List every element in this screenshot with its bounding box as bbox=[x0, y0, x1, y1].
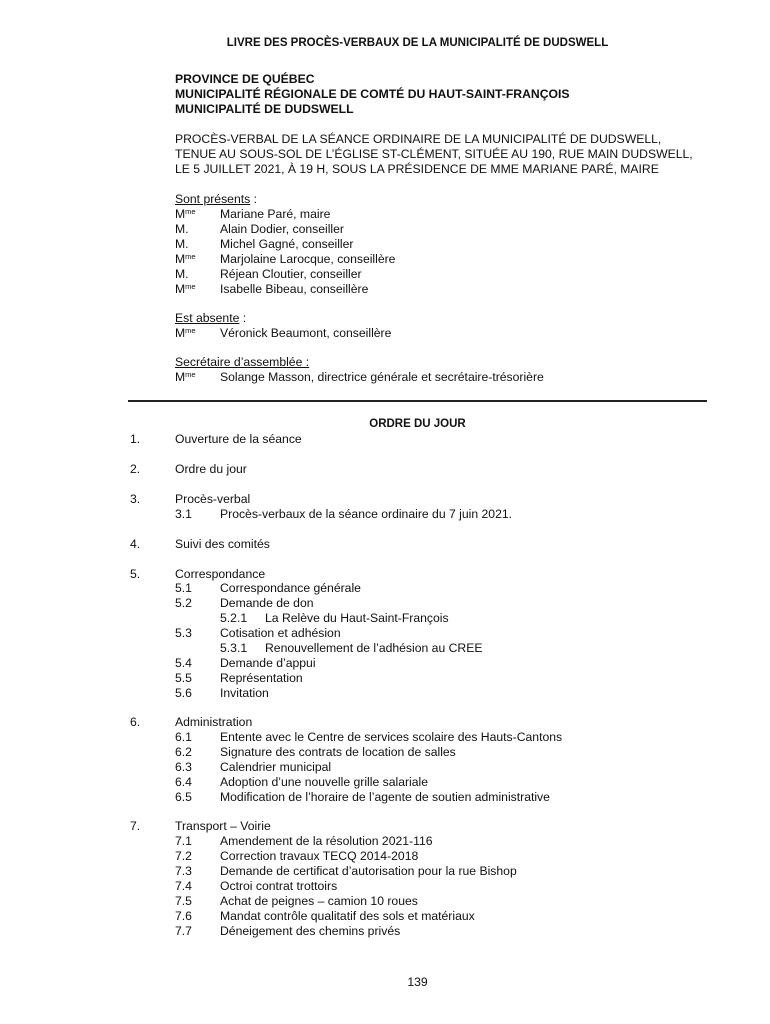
agenda-subitem-num: 5.2 bbox=[175, 596, 192, 610]
agenda-subitem-num: 3.1 bbox=[175, 507, 192, 521]
attendee-name: Marjolaine Larocque, conseillère bbox=[220, 252, 396, 266]
secretary-name: Solange Masson, directrice générale et secrétaire-trésorière bbox=[220, 370, 544, 384]
absentee-name: Véronick Beaumont, conseillère bbox=[220, 326, 392, 340]
agenda-subitem-num: 6.2 bbox=[175, 745, 192, 759]
attendee-row bbox=[175, 267, 362, 282]
agenda-subitem-num: 7.1 bbox=[175, 834, 192, 848]
present-heading-colon: : bbox=[250, 192, 257, 206]
agenda-subitem-num: 7.5 bbox=[175, 894, 192, 908]
agenda-subitem-label: Entente avec le Centre de services scolaire des Hauts-Cantons bbox=[220, 730, 563, 744]
agenda-subitem-label: Modification de l’horaire de l’agente de soutien administrative bbox=[220, 790, 550, 804]
attendee-name: Mariane Paré, maire bbox=[220, 207, 331, 221]
page-header: LIVRE DES PROCÈS-VERBAUX DE LA MUNICIPALITÉ DE DUDSWELL bbox=[226, 37, 609, 49]
attendee-row bbox=[175, 207, 331, 222]
secretary-row bbox=[175, 370, 544, 385]
agenda-subitem-num: 5.3 bbox=[175, 626, 192, 640]
agenda-subitem-num: 6.4 bbox=[175, 775, 192, 789]
agenda-subitem-num: 7.4 bbox=[175, 879, 192, 893]
agenda-subitem-label: Demande d’appui bbox=[220, 656, 316, 670]
agenda-subsubitem-label: La Relève du Haut-Saint-François bbox=[265, 611, 449, 625]
agenda-subitem-num: 5.4 bbox=[175, 656, 192, 670]
agenda-item-label: Transport – Voirie bbox=[175, 819, 271, 833]
attendee-title: $M^{me}$ bbox=[175, 207, 196, 221]
agenda-subitem-num: 7.7 bbox=[175, 924, 192, 938]
agenda-item-num: 2. bbox=[130, 462, 141, 476]
attendee-title: $M^{me}$ bbox=[175, 252, 196, 266]
intro-line: PROCÈS-VERBAL DE LA SÉANCE ORDINAIRE DE LA MUNICIPALITÉ DE DUDSWELL, bbox=[175, 132, 662, 146]
attendee-title: M. bbox=[175, 222, 189, 236]
attendee-name: Réjean Cloutier, conseiller bbox=[220, 267, 362, 281]
agenda-item-num: 6. bbox=[130, 715, 141, 729]
agenda-item-label: Correspondance bbox=[175, 567, 266, 581]
agenda-subitem-num: 5.6 bbox=[175, 686, 192, 700]
agenda-subitem-num: 7.6 bbox=[175, 909, 192, 923]
agenda-subitem-label: Calendrier municipal bbox=[220, 760, 332, 774]
attendee-title: $M^{me}$ bbox=[175, 282, 196, 296]
agenda-subitem-num: 6.3 bbox=[175, 760, 192, 774]
page-number: 139 bbox=[407, 975, 428, 989]
agenda-subitem-label: Octroi contrat trottoirs bbox=[220, 879, 338, 893]
agenda-subitem-label: Représentation bbox=[220, 671, 303, 685]
agenda-subsubitem-label: Renouvellement de l’adhésion au CREE bbox=[265, 641, 483, 655]
secretary-title: $M^{me}$ bbox=[175, 370, 196, 384]
agenda-subitem-num: 7.3 bbox=[175, 864, 192, 878]
agenda-subitem-num: 5.1 bbox=[175, 581, 192, 595]
agenda-item-label: Administration bbox=[175, 715, 253, 729]
agenda-item-label: Procès-verbal bbox=[175, 492, 251, 506]
attendee-row bbox=[175, 252, 396, 267]
agenda-subitem-label: Cotisation et adhésion bbox=[220, 626, 341, 640]
agenda-item-label: Ouverture de la séance bbox=[175, 432, 302, 446]
agenda-subitem-label: Demande de certificat d’autorisation pour la rue Bishop bbox=[220, 864, 517, 878]
agenda-subitem-num: 6.1 bbox=[175, 730, 192, 744]
attendee-row bbox=[175, 222, 344, 237]
absentee-title: $M^{me}$ bbox=[175, 326, 196, 340]
agenda-subitem-label: Signature des contrats de location de salles bbox=[220, 745, 456, 759]
agenda-item-num: 3. bbox=[130, 492, 141, 506]
agenda-title: ORDRE DU JOUR bbox=[369, 418, 466, 430]
section-divider bbox=[128, 400, 707, 402]
agenda-subitem-label: Mandat contrôle qualitatif des sols et matériaux bbox=[220, 909, 475, 923]
absent-heading-colon: : bbox=[239, 311, 247, 325]
jurisdiction-municipality: MUNICIPALITÉ DE DUDSWELL bbox=[175, 102, 354, 116]
agenda-subitem-label: Correspondance générale bbox=[220, 581, 361, 595]
agenda-subitem-num: 5.5 bbox=[175, 671, 192, 685]
agenda-subitem-label: Amendement de la résolution 2021-116 bbox=[220, 834, 433, 848]
agenda-subsubitem-num: 5.2.1 bbox=[220, 611, 248, 625]
attendee-title: M. bbox=[175, 267, 189, 281]
agenda-item-num: 5. bbox=[130, 567, 141, 581]
intro-line: TENUE AU SOUS-SOL DE L’ÉGLISE ST-CLÉMENT, SITUÉE AU 190, RUE MAIN DUDSWELL, bbox=[175, 147, 693, 161]
attendee-title: M. bbox=[175, 237, 189, 251]
agenda-subitem-label: Adoption d’une nouvelle grille salariale bbox=[220, 775, 429, 789]
agenda-subitem-num: 6.5 bbox=[175, 790, 192, 804]
intro-line: LE 5 JUILLET 2021, À 19 H, SOUS LA PRÉSIDENCE DE MME MARIANE PARÉ, MAIRE bbox=[175, 162, 659, 176]
agenda-subitem-label: Déneigement des chemins privés bbox=[220, 924, 401, 938]
present-heading-label: Sont présents bbox=[175, 192, 251, 206]
agenda-subitem-num: 7.2 bbox=[175, 849, 192, 863]
present-heading bbox=[175, 192, 257, 207]
attendee-name: Isabelle Bibeau, conseillère bbox=[220, 282, 369, 296]
agenda-item-num: 1. bbox=[130, 432, 141, 446]
attendee-row bbox=[175, 282, 369, 297]
agenda-subsubitem-num: 5.3.1 bbox=[220, 641, 248, 655]
secretary-heading: Secrétaire d’assemblée : bbox=[175, 355, 310, 369]
absent-heading bbox=[175, 311, 246, 326]
agenda-item-num: 7. bbox=[130, 819, 141, 833]
attendee-name: Alain Dodier, conseiller bbox=[220, 222, 344, 236]
agenda-item-label: Suivi des comités bbox=[175, 537, 270, 551]
agenda-item-num: 4. bbox=[130, 537, 141, 551]
agenda-subitem-label: Procès-verbaux de la séance ordinaire du 7 juin 2021. bbox=[220, 507, 513, 521]
attendee-row bbox=[175, 237, 354, 252]
absentee-row bbox=[175, 326, 392, 341]
agenda-subitem-label: Invitation bbox=[220, 686, 269, 700]
jurisdiction-mrc: MUNICIPALITÉ RÉGIONALE DE COMTÉ DU HAUT-SAINT-FRANÇOIS bbox=[175, 87, 570, 101]
absent-heading-label: Est absente bbox=[175, 311, 240, 325]
agenda-subitem-label: Correction travaux TECQ 2014-2018 bbox=[220, 849, 419, 863]
agenda-subitem-label: Demande de don bbox=[220, 596, 314, 610]
agenda-subitem-label: Achat de peignes – camion 10 roues bbox=[220, 894, 418, 908]
attendee-name: Michel Gagné, conseiller bbox=[220, 237, 354, 251]
jurisdiction-province: PROVINCE DE QUÉBEC bbox=[175, 72, 315, 86]
agenda-item-label: Ordre du jour bbox=[175, 462, 247, 476]
